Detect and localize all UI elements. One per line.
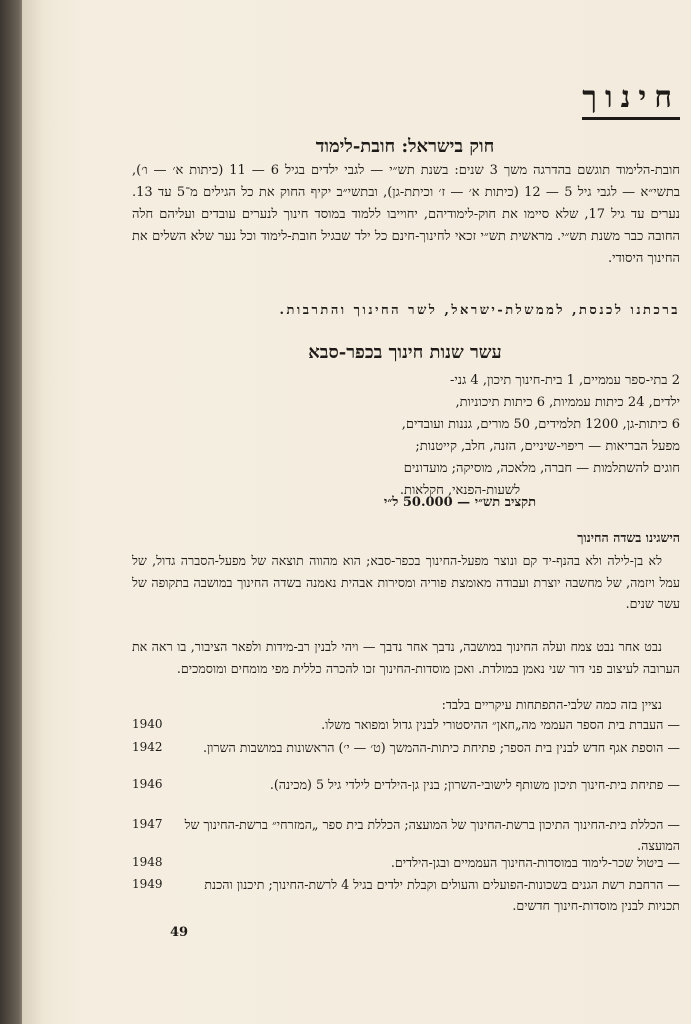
- timeline-year: 1949: [132, 877, 163, 891]
- timeline-item: [132, 874, 680, 916]
- section-heading-ten-years: עשר שנות חינוך בכפר-סבא: [308, 342, 502, 363]
- timeline-item: [132, 774, 680, 795]
- timeline-text: — הוספת אגף חדש לבנין בית הספר; פתיחת כיתות-ההמשך (ט׳ — י׳) הראשונות במושבות השרון.: [202, 740, 680, 755]
- timeline-year: 1947: [132, 817, 163, 831]
- ten-years-line: מפעל הבריאות — ריפוי-שיניים, הזנה, חלב, קייטנות;: [415, 439, 680, 454]
- timeline-year: 1942: [132, 740, 163, 754]
- section-heading-compulsory-education: חוק בישראל: חובת-לימוד: [315, 136, 495, 157]
- timeline-item: [132, 737, 680, 758]
- compulsory-education-paragraph: חובת-הלימוד תוגשם בהדרגה משך 3 שנים: בשנת תש״י — לגבי ילדים בגיל 6 — 11 (כיתות א׳ — ו׳), בתשי״א — לגבי גיל 5 — 12 (כיתות א׳ — ז׳ וכיתת-גן), ובתשי״ב יקיף החוק את כל הגילים מ־5 עד 13. נערים עד גיל 17, שלא סיימו את חוק-לימודיהם, יחוייבו ללמוד במוסד חינוך לנערים עובדים ועליהם חלה החובה כבר משנת תש״י. מראשית תש״י זכאי לחינוך-חינם כל ילד שבגיל חובת-לימוד וכל נער שלא השלים את החינוך היסודי.: [132, 163, 681, 266]
- timeline-item: [132, 852, 680, 873]
- book-page: [22, 0, 691, 1024]
- timeline-text: — ביטול שכר-לימוד במוסדות-החינוך העממיים ובגן-הילדים.: [390, 855, 680, 870]
- timeline-text: — הכללת בית-החינוך התיכון ברשת-החינוך של המועצה; הכללת בית ספר „המזרחי״ ברשת-החינוך של המועצה.: [184, 817, 680, 853]
- page-number: 49: [170, 925, 189, 940]
- ten-years-line: 2 בתי-ספר עממיים, 1 בית-חינוך תיכון, 4 גני-: [449, 373, 680, 388]
- timeline-year: 1946: [132, 777, 163, 791]
- ten-years-line: חוגים להשתלמות — חברה, מלאכה, מוסיקה; מועדונים: [403, 461, 680, 476]
- timeline-text: — הרחבת רשת הגנים בשכונות-הפועלים והעולים וקבלת ילדים בגיל 4 לרשת-החינוך; תיכנון והכנת תכניות לבנין מוסדות-חינוך חדשים.: [204, 877, 680, 913]
- timeline-year: 1948: [132, 855, 163, 869]
- ten-years-line: 6 כיתות-גן, 1200 תלמידים, 50 מורים, גננות ועובדים,: [401, 417, 680, 432]
- milestones-intro: נציין בזה כמה שלבי-התפתחות עיקריים בלבד:: [441, 697, 662, 712]
- timeline-text: — העברת בית הספר העממי מה„חאן״ ההיסטורי לבנין גדול ומפואר משלו.: [321, 717, 680, 732]
- ten-years-list: [180, 370, 680, 502]
- ten-years-line: ילדים, 24 כיתות עממיות, 6 כיתות תיכוניות,: [455, 395, 680, 410]
- achievements-paragraph-1: לא בן-לילה ולא בהנף-יד קם ונוצר מפעל-החינוך בכפר-סבא; הוא מהווה תוצאה של מפעל-הסברה גדול, של עמל ויזמה, של מחשבה יוצרת ועבודה מאומצת פוריה ומסירות אבהית נאמנה בשדה החינוך במושבה בתקופה של עשר שנים.: [132, 553, 680, 611]
- timeline-text: — פתיחת בית-חינוך תיכון משותף לישובי-השרון; בנין גן-הילדים לילדי גיל 5 (מכינה).: [269, 777, 680, 792]
- ten-years-line: לשעות-הפנאי, חקלאות.: [399, 483, 521, 498]
- page-title: חינוך: [582, 80, 680, 120]
- timeline-item: [132, 814, 680, 856]
- timeline-item: [132, 714, 680, 735]
- budget-line: תקציב תש״י — 50.000 ל״י: [383, 495, 537, 510]
- achievements-paragraph-2: נבט אחר נבט צמח ועלה החינוך במושבה, נדבך אחר נדבך — ויהי לבנין רב-מידות ולפאר הציבור, בו ראה את הערובה לעיצוב פני דור שני נאמן במולדת. ואכן מוסדות-החינוך זכו להכרה כללית מפי מומחים ומוסמכים.: [132, 639, 680, 676]
- congratulations-line: ברכתנו לכנסת, לממשלת-ישראל, לשר החינוך והתרבות.: [279, 303, 680, 318]
- section-heading-achievements: הישגינו בשדה החינוך: [577, 530, 680, 545]
- timeline-year: 1940: [132, 717, 163, 731]
